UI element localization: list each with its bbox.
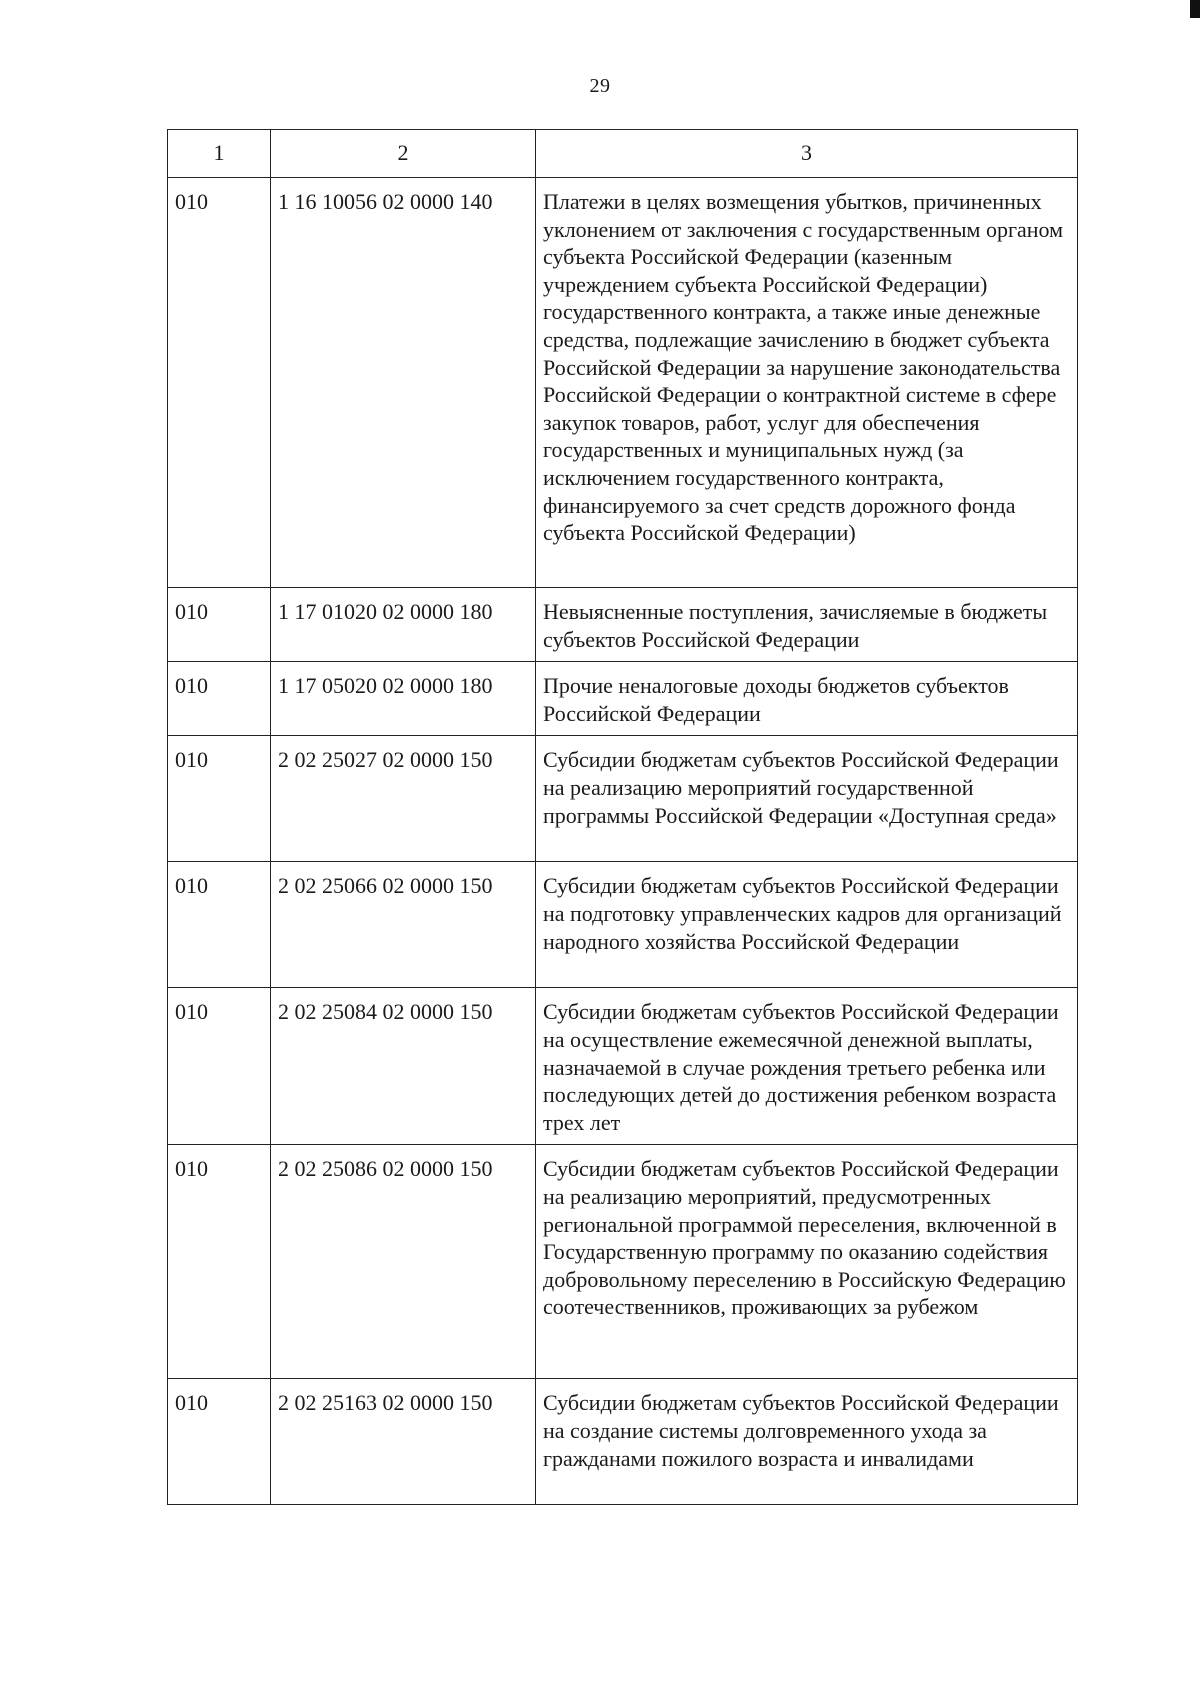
revenue-codes-table (167, 129, 1078, 1505)
table-row (168, 662, 1078, 736)
admin-code-cell: 010 (168, 662, 271, 736)
description-cell: Прочие неналоговые доходы бюджетов субъектов Российской Федерации (536, 662, 1078, 736)
description-cell: Субсидии бюджетам субъектов Российской Федерации на реализацию мероприятий, предусмотренных региональной программой переселения, включенной в Государственную программу по оказанию содействия добровольному переселению в Российскую Федерацию соотечественников, проживающих за рубежом (536, 1145, 1078, 1379)
budget-code-cell: 1 17 05020 02 0000 180 (271, 662, 536, 736)
budget-code-cell: 1 17 01020 02 0000 180 (271, 588, 536, 662)
column-header-2: 2 (271, 130, 536, 178)
table-row (168, 736, 1078, 862)
admin-code-cell: 010 (168, 736, 271, 862)
admin-code-cell: 010 (168, 862, 271, 988)
description-cell: Платежи в целях возмещения убытков, причиненных уклонением от заключения с государственным органом субъекта Российской Федерации (казенным учреждением субъекта Российской Федерации) государственного контракта, а также иные денежные средства, подлежащие зачислению в бюджет субъекта Российской Федерации за нарушение законодательства Российской Федерации о контрактной системе в сфере закупок товаров, работ, услуг для обеспечения государственных и муниципальных нужд (за исключением государственного контракта, финансируемого за счет средств дорожного фонда субъекта Российской Федерации) (536, 178, 1078, 588)
table-row (168, 178, 1078, 588)
description-cell: Субсидии бюджетам субъектов Российской Федерации на реализацию мероприятий государственной программы Российской Федерации «Доступная среда» (536, 736, 1078, 862)
admin-code-cell: 010 (168, 1379, 271, 1505)
description-cell: Невыясненные поступления, зачисляемые в бюджеты субъектов Российской Федерации (536, 588, 1078, 662)
table-row (168, 1379, 1078, 1505)
budget-code-cell: 2 02 25084 02 0000 150 (271, 988, 536, 1145)
table-row (168, 588, 1078, 662)
table-header (168, 130, 1078, 178)
page-number: 29 (589, 75, 611, 97)
column-header-1: 1 (168, 130, 271, 178)
column-header-3: 3 (536, 130, 1078, 178)
table-row (168, 1145, 1078, 1379)
table-body (168, 178, 1078, 1505)
description-cell: Субсидии бюджетам субъектов Российской Федерации на подготовку управленческих кадров для организаций народного хозяйства Российской Федерации (536, 862, 1078, 988)
admin-code-cell: 010 (168, 588, 271, 662)
table-row (168, 988, 1078, 1145)
budget-code-cell: 1 16 10056 02 0000 140 (271, 178, 536, 588)
budget-code-cell: 2 02 25163 02 0000 150 (271, 1379, 536, 1505)
budget-code-cell: 2 02 25086 02 0000 150 (271, 1145, 536, 1379)
description-cell: Субсидии бюджетам субъектов Российской Федерации на осуществление ежемесячной денежной выплаты, назначаемой в случае рождения третьего ребенка или последующих детей до достижения ребенком возраста трех лет (536, 988, 1078, 1145)
admin-code-cell: 010 (168, 988, 271, 1145)
budget-code-cell: 2 02 25066 02 0000 150 (271, 862, 536, 988)
header-row (168, 130, 1078, 178)
admin-code-cell: 010 (168, 178, 271, 588)
table-row (168, 862, 1078, 988)
description-cell: Субсидии бюджетам субъектов Российской Федерации на создание системы долговременного ухода за гражданами пожилого возраста и инвалидами (536, 1379, 1078, 1505)
scan-corner-mark (1190, 0, 1200, 18)
admin-code-cell: 010 (168, 1145, 271, 1379)
budget-code-cell: 2 02 25027 02 0000 150 (271, 736, 536, 862)
